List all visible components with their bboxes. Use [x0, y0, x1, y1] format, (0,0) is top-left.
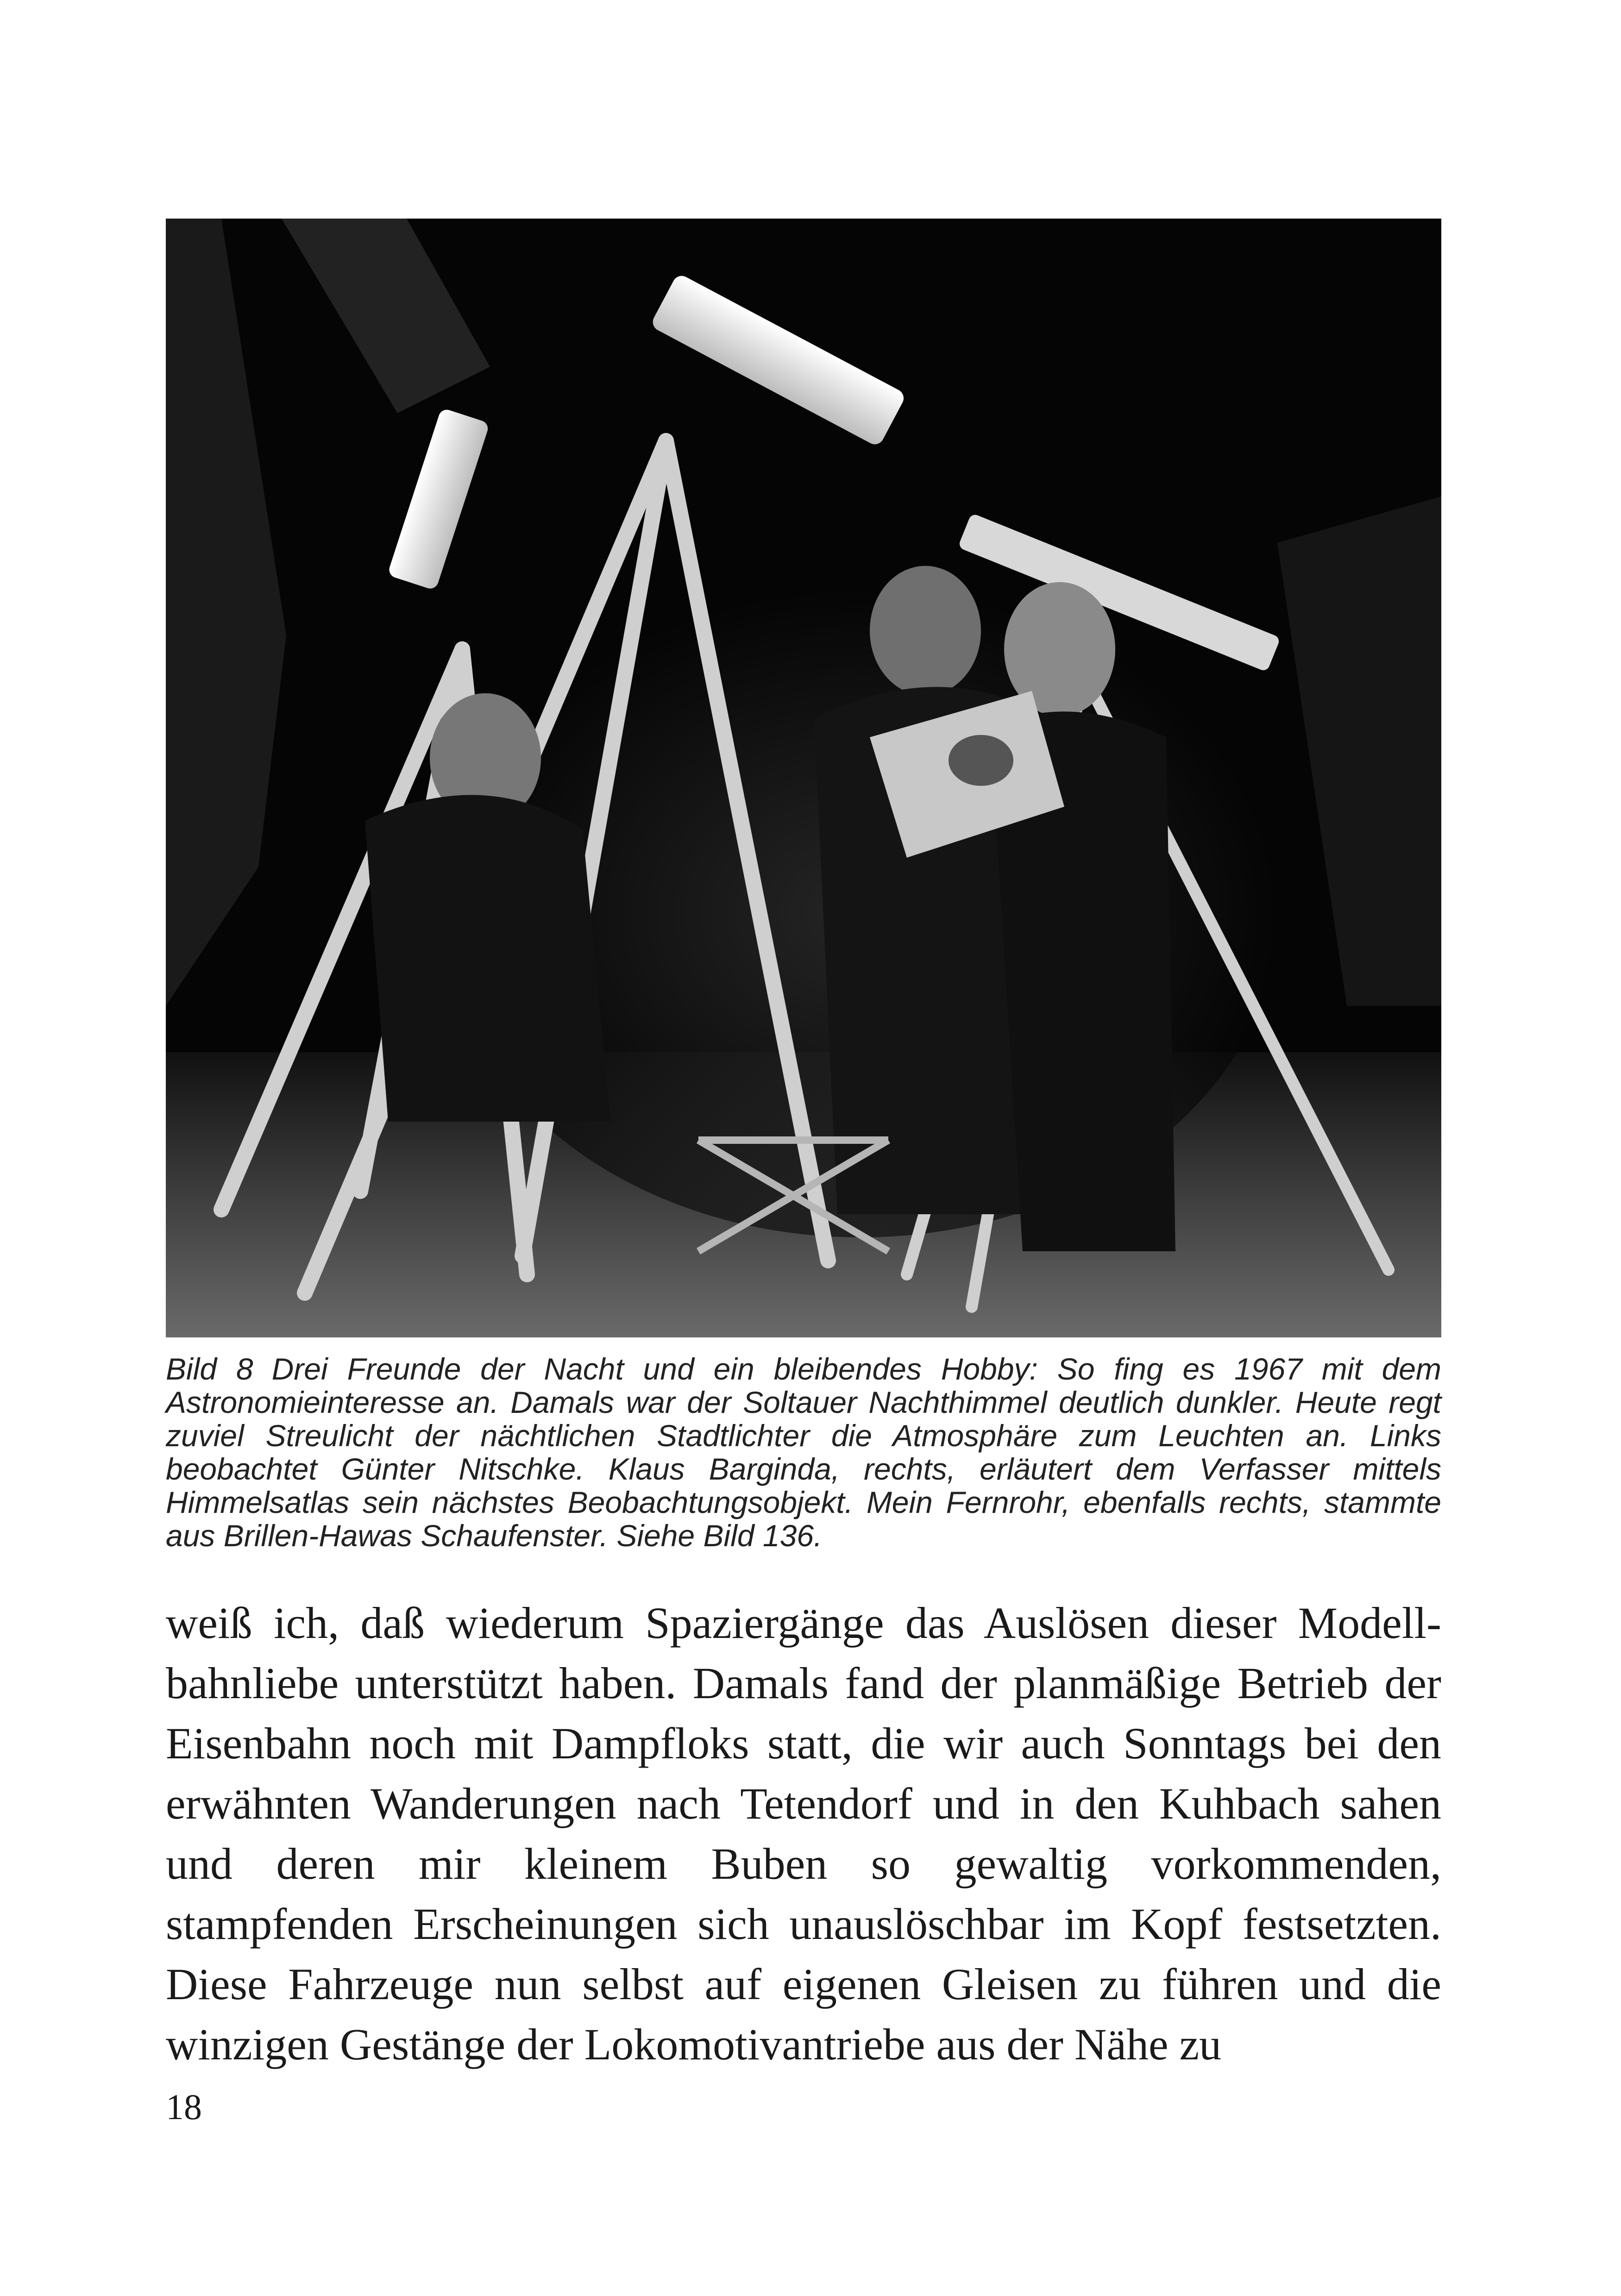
body-paragraph: weiß ich, daß wiederum Spaziergänge das Auslösen dieser Modellbahnliebe unterstützt haben. Damals fand der planmäßige Betrieb der Eisenbahn noch mit Dampfloks statt, die wir auch Sonntags bei den erwähnten Wanderungen nach Tetendorf und in den Kuhbach sahen und deren mir kleinem Buben so gewaltig vorkommenden, stampfenden Erscheinungen sich unauslöschbar im Kopf festsetzten. Diese Fahrzeuge nun selbst auf eigenen Gleisen zu führen und die winzigen Gestänge der Lokomotivantriebe aus der Nähe zu: [166, 1598, 1441, 2069]
telescopes-night-photo-icon: [166, 219, 1441, 1337]
caption-text: Drei Freunde der Nacht und ein bleibendes Hobby: So fing es 1967 mit dem Astronomieinteresse an. Damals war der Soltauer Nachthimmel deutlich dunkler. Heute regt zuviel Streulicht der nächtlichen Stadtlichter die Atmosphäre zum Leuchten an. Links beobachtet Günter Nitschke. Klaus Barginda, rechts, erläutert dem Verfasser mittels Himmelsatlas sein nächstes Beobachtungsobjekt. Mein Fernrohr, ebenfalls rechts, stammte aus Brillen-Hawas Schaufenster. Siehe Bild 136.: [166, 1352, 1441, 1553]
page-number: 18: [166, 2087, 202, 2127]
caption-label: Bild 8: [166, 1352, 253, 1386]
telescopes-night-photo: [166, 219, 1441, 1337]
photo-caption: [166, 1352, 1441, 1552]
